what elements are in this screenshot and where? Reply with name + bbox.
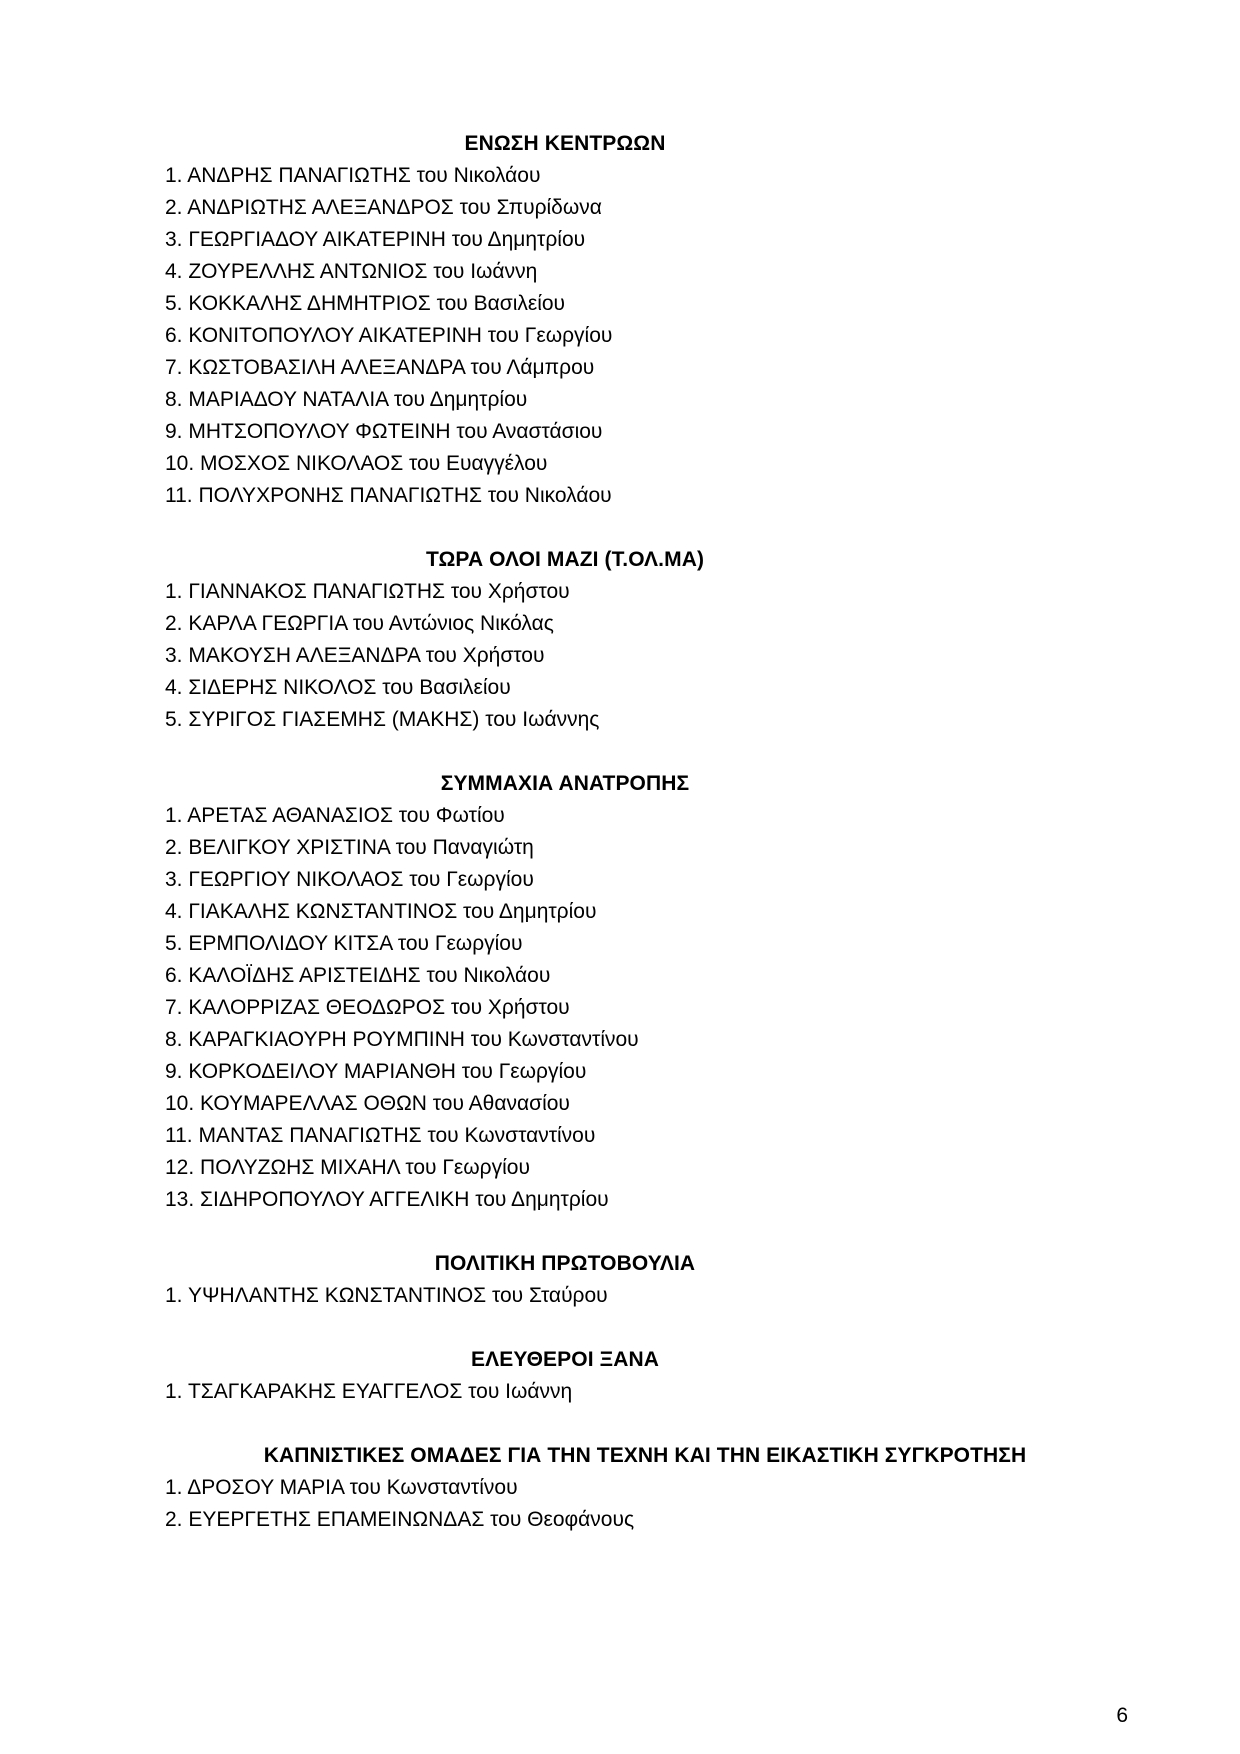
list-item: 8. ΚΑΡΑΓΚΙΑΟΥΡΗ ΡΟΥΜΠΙΝΗ του Κωνσταντίνου: [165, 1028, 639, 1051]
list-item: 6. ΚΑΛΟΪΔΗΣ ΑΡΙΣΤΕΙΔΗΣ του Νικολάου: [165, 964, 551, 987]
list-item: 3. ΓΕΩΡΓΙΟΥ ΝΙΚΟΛΑΟΣ του Γεωργίου: [165, 868, 534, 891]
member-list: [165, 1376, 1095, 1408]
party-title: ΣΥΜΜΑΧΙΑ ΑΝΑΤΡΟΠΗΣ: [440, 772, 690, 795]
list-item: 1. ΤΣΑΓΚΑΡΑΚΗΣ ΕΥΑΓΓΕΛΟΣ του Ιωάννη: [165, 1380, 573, 1403]
list-item: 10. ΚΟΥΜΑΡΕΛΛΑΣ ΟΘΩΝ του Αθανασίου: [165, 1092, 570, 1115]
list-item: 5. ΚΟΚΚΑΛΗΣ ΔΗΜΗΤΡΙΟΣ του Βασιλείου: [165, 292, 566, 315]
list-item: 4. ΓΙΑΚΑΛΗΣ ΚΩΝΣΤΑΝΤΙΝΟΣ του Δημητρίου: [165, 900, 597, 923]
party-title: ΕΛΕΥΘΕΡΟΙ ΞΑΝΑ: [471, 1348, 659, 1371]
list-item: 13. ΣΙΔΗΡΟΠΟΥΛΟΥ ΑΓΓΕΛΙΚΗ του Δημητρίου: [165, 1188, 609, 1211]
party-title: ΚΑΠΝΙΣΤΙΚΕΣ ΟΜΑΔΕΣ ΓΙΑ ΤΗΝ ΤΕΧΝΗ ΚΑΙ ΤΗΝ ΕΙΚΑΣΤΙΚΗ ΣΥΓΚΡΟΤΗΣΗ: [263, 1444, 1027, 1467]
party-section-tolma: [165, 544, 1095, 736]
list-item: 12. ΠΟΛΥΖΩΗΣ ΜΙΧΑΗΛ του Γεωργίου: [165, 1156, 530, 1179]
party-title: ΤΩΡΑ ΟΛΟΙ ΜΑΖΙ (Τ.ΟΛ.ΜΑ): [425, 548, 705, 571]
list-item: 10. ΜΟΣΧΟΣ ΝΙΚΟΛΑΟΣ του Ευαγγέλου: [165, 452, 548, 475]
list-item: 8. ΜΑΡΙΑΔΟΥ ΝΑΤΑΛΙΑ του Δημητρίου: [165, 388, 528, 411]
party-section-kapnistikes-omades: [165, 1440, 1095, 1536]
list-item: 11. ΜΑΝΤΑΣ ΠΑΝΑΓΙΩΤΗΣ του Κωνσταντίνου: [165, 1124, 596, 1147]
list-item: 5. ΣΥΡΙΓΟΣ ΓΙΑΣΕΜΗΣ (ΜΑΚΗΣ) του Ιωάννης: [165, 708, 600, 731]
list-item: 7. ΚΑΛΟΡΡΙΖΑΣ ΘΕΟΔΩΡΟΣ του Χρήστου: [165, 996, 570, 1019]
member-list: [165, 576, 1095, 736]
member-list: [165, 1472, 1095, 1536]
list-item: 1. ΥΨΗΛΑΝΤΗΣ ΚΩΝΣΤΑΝΤΙΝΟΣ του Σταύρου: [165, 1284, 608, 1307]
list-item: 2. ΚΑΡΛΑ ΓΕΩΡΓΙΑ του Αντώνιος Νικόλας: [165, 612, 554, 635]
party-section-symmaxia-anatropis: [165, 768, 1095, 1216]
list-item: 6. ΚΟΝΙΤΟΠΟΥΛΟΥ ΑΙΚΑΤΕΡΙΝΗ του Γεωργίου: [165, 324, 613, 347]
page-number: 6: [1116, 1704, 1128, 1727]
party-title: ΕΝΩΣΗ ΚΕΝΤΡΩΩΝ: [464, 132, 666, 155]
list-item: 2. ΒΕΛΙΓΚΟΥ ΧΡΙΣΤΙΝΑ του Παναγιώτη: [165, 836, 534, 859]
party-title: ΠΟΛΙΤΙΚΗ ΠΡΩΤΟΒΟΥΛΙΑ: [434, 1252, 696, 1275]
list-item: 1. ΑΡΕΤΑΣ ΑΘΑΝΑΣΙΟΣ του Φωτίου: [165, 804, 505, 827]
list-item: 9. ΚΟΡΚΟΔΕΙΛΟΥ ΜΑΡΙΑΝΘΗ του Γεωργίου: [165, 1060, 587, 1083]
list-item: 1. ΑΝΔΡΗΣ ΠΑΝΑΓΙΩΤΗΣ του Νικολάου: [165, 164, 541, 187]
member-list: [165, 1280, 1095, 1312]
list-item: 4. ΣΙΔΕΡΗΣ ΝΙΚΟΛΟΣ του Βασιλείου: [165, 676, 511, 699]
list-item: 1. ΓΙΑΝΝΑΚΟΣ ΠΑΝΑΓΙΩΤΗΣ του Χρήστου: [165, 580, 570, 603]
member-list: [165, 800, 1095, 1216]
list-item: 11. ΠΟΛΥΧΡΟΝΗΣ ΠΑΝΑΓΙΩΤΗΣ του Νικολάου: [165, 484, 612, 507]
list-item: 3. ΜΑΚΟΥΣΗ ΑΛΕΞΑΝΔΡΑ του Χρήστου: [165, 644, 545, 667]
list-item: 2. ΑΝΔΡΙΩΤΗΣ ΑΛΕΞΑΝΔΡΟΣ του Σπυρίδωνα: [165, 196, 602, 219]
member-list: [165, 160, 1095, 512]
list-item: 9. ΜΗΤΣΟΠΟΥΛΟΥ ΦΩΤΕΙΝΗ του Αναστάσιου: [165, 420, 603, 443]
list-item: 3. ΓΕΩΡΓΙΑΔΟΥ ΑΙΚΑΤΕΡΙΝΗ του Δημητρίου: [165, 228, 586, 251]
party-section-enosi-kentroon: [165, 128, 1095, 512]
list-item: 7. ΚΩΣΤΟΒΑΣΙΛΗ ΑΛΕΞΑΝΔΡΑ του Λάμπρου: [165, 356, 595, 379]
candidate-lists: [165, 128, 1095, 1536]
list-item: 5. ΕΡΜΠΟΛΙΔΟΥ ΚΙΤΣΑ του Γεωργίου: [165, 932, 523, 955]
list-item: 1. ΔΡΟΣΟΥ ΜΑΡΙΑ του Κωνσταντίνου: [165, 1476, 518, 1499]
list-item: 2. ΕΥΕΡΓΕΤΗΣ ΕΠΑΜΕΙΝΩΝΔΑΣ του Θεοφάνους: [165, 1508, 635, 1531]
list-item: 4. ΖΟΥΡΕΛΛΗΣ ΑΝΤΩΝΙΟΣ του Ιωάννη: [165, 260, 538, 283]
party-section-politiki-protovoulia: [165, 1248, 1095, 1312]
party-section-eleftheroi-xana: [165, 1344, 1095, 1408]
